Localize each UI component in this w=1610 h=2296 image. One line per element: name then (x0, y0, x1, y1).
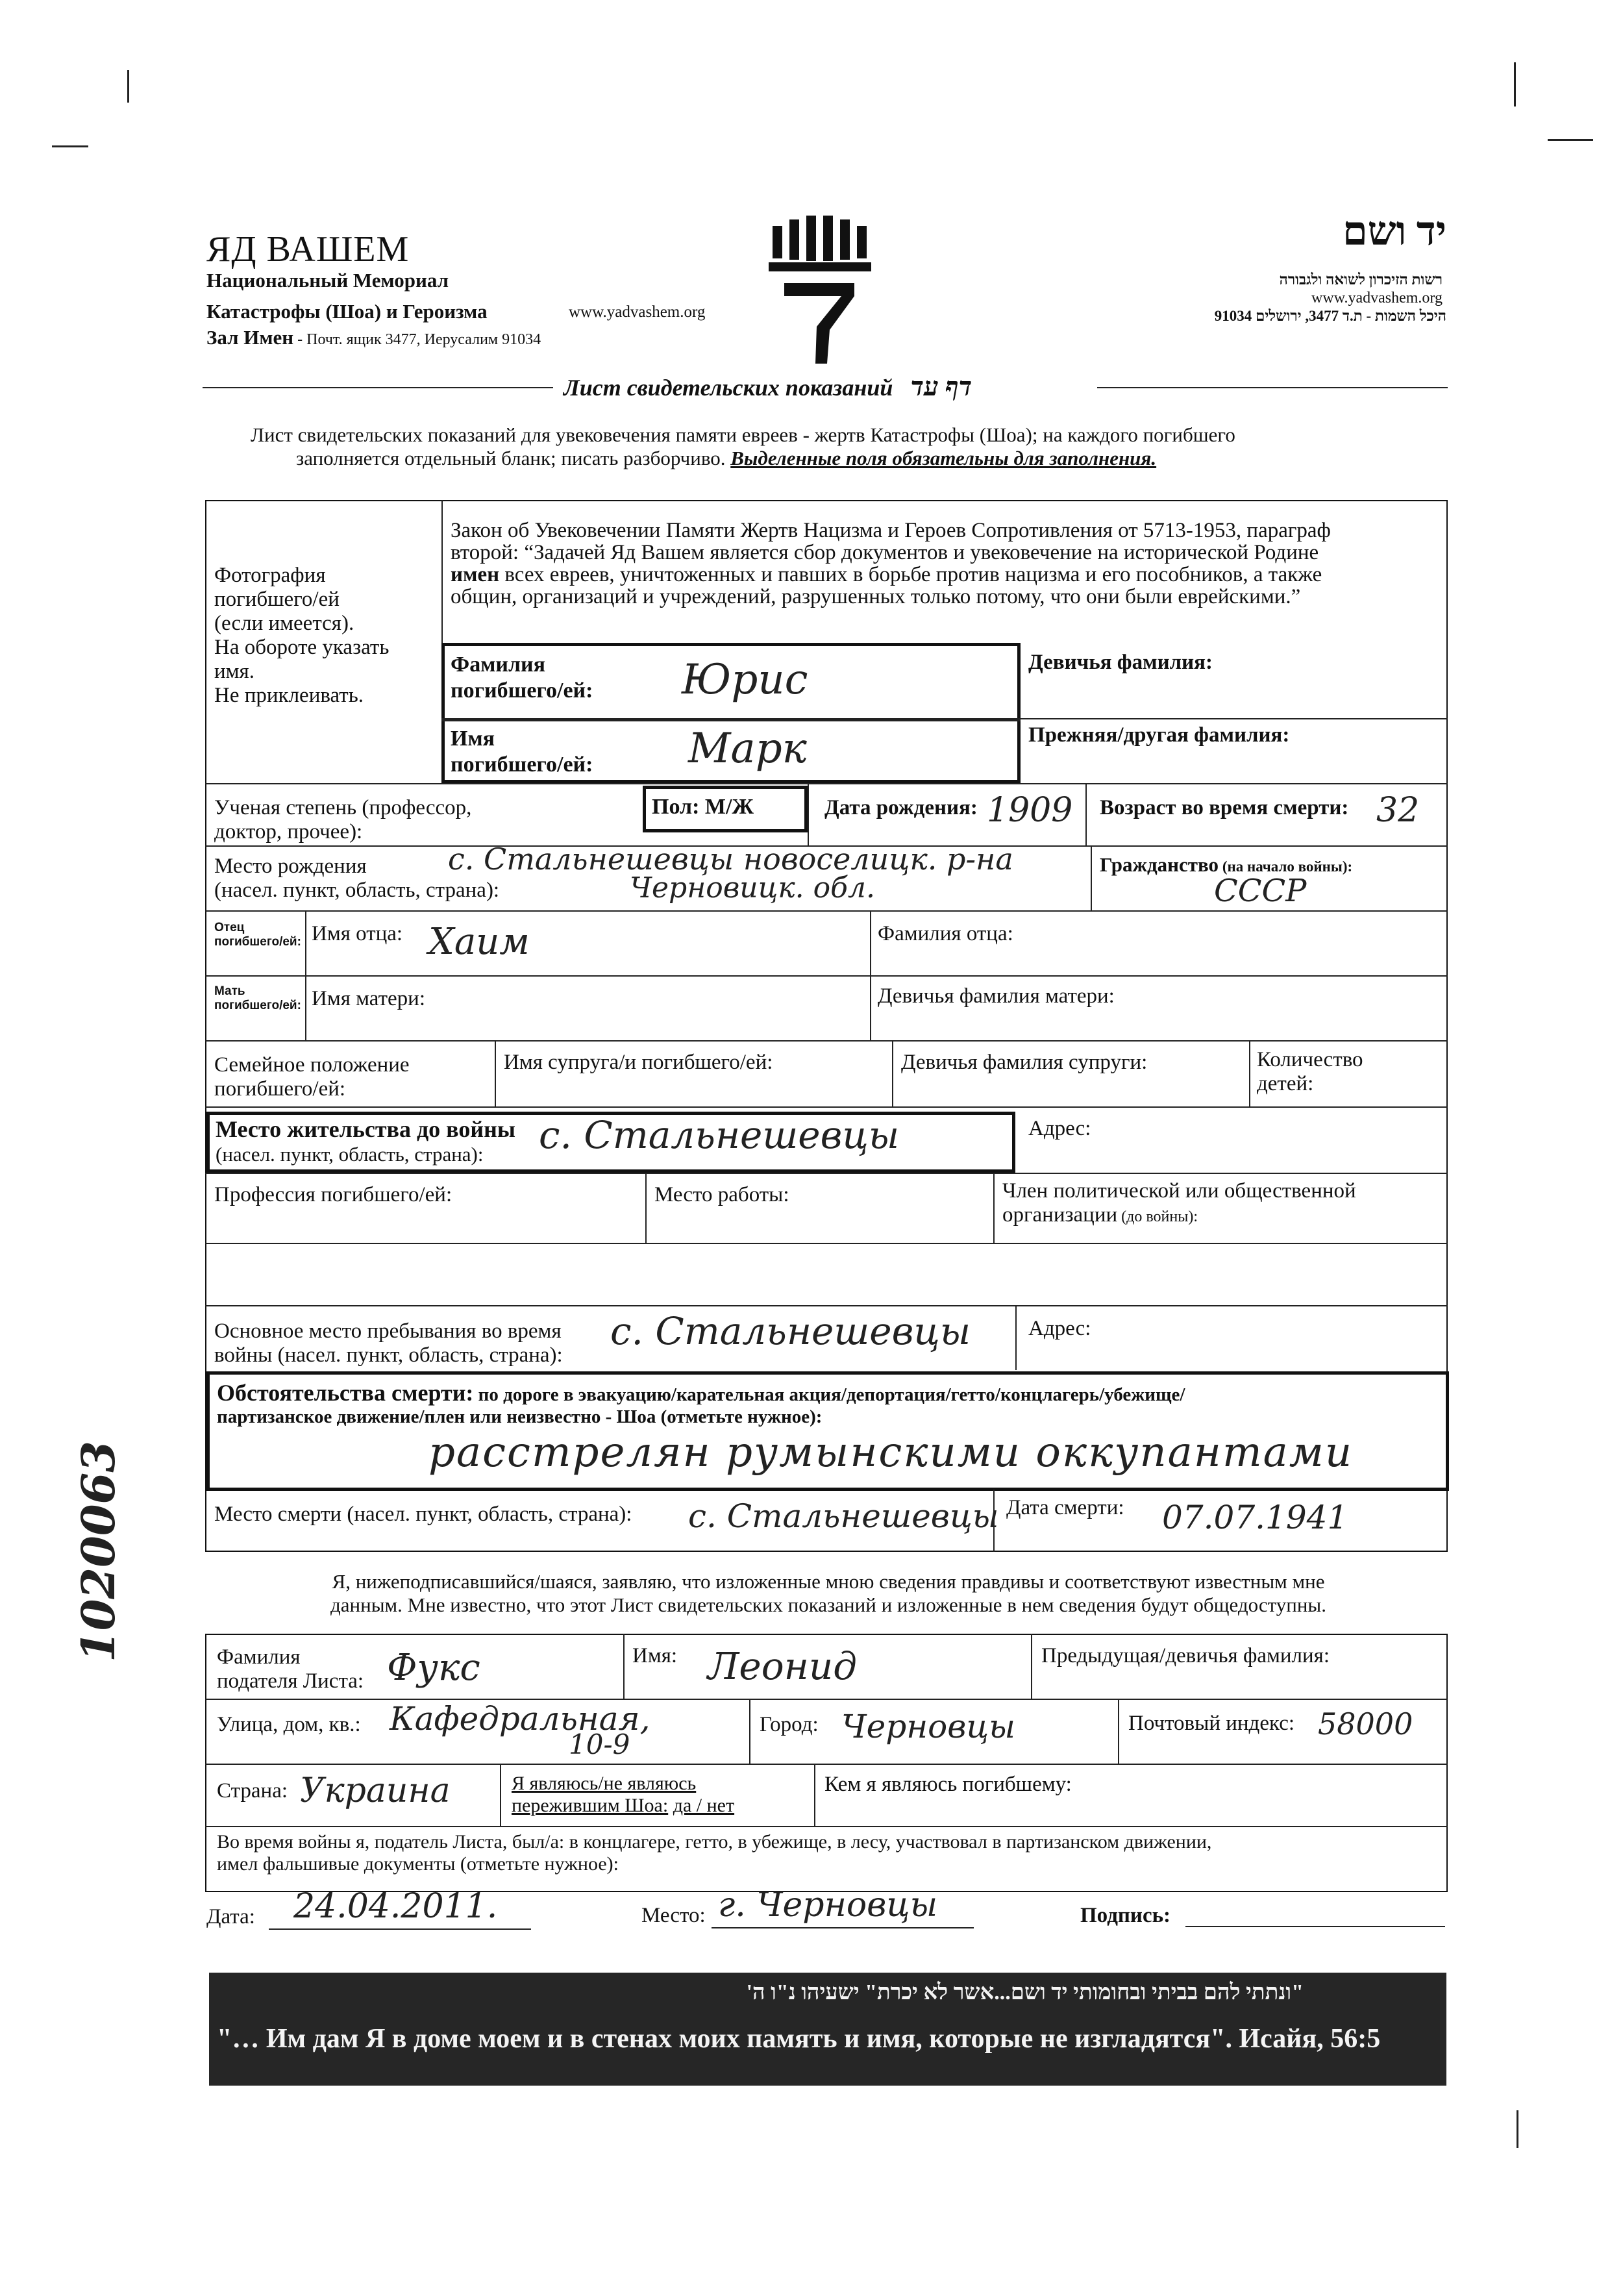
name-value[interactable]: Марк (688, 725, 807, 773)
col-divider (993, 1490, 995, 1552)
photo-note-line: погибшего/ей (214, 588, 340, 611)
law-line (451, 564, 1331, 586)
city-value[interactable]: Черновцы (841, 1708, 1015, 1745)
death-place-value[interactable]: с. Стальнешевцы (688, 1497, 999, 1535)
scan-mark (1517, 2110, 1518, 2148)
col-divider (1091, 845, 1092, 910)
scan-mark (127, 70, 129, 103)
date-value[interactable]: 24.04.2011. (293, 1887, 498, 1926)
col-divider (623, 1634, 625, 1699)
marital-label (214, 1053, 410, 1101)
degree-label-l2: доктор, прочее): (214, 820, 363, 843)
place-value[interactable]: г. Черновцы (718, 1886, 938, 1925)
title-rule-left (203, 387, 553, 388)
footer-quote-band (209, 1973, 1446, 2086)
member-label-l2: организации (1002, 1203, 1118, 1227)
form-title (564, 371, 972, 402)
country-label: Страна: (217, 1779, 288, 1803)
residence-label-l2: (насел. пункт, область, страна): (216, 1143, 484, 1166)
org-line2: Катастрофы (Шоа) и Героизма (206, 300, 488, 323)
zip-label: Почтовый индекс: (1128, 1712, 1295, 1735)
scan-mark (52, 145, 88, 147)
father-surname-label: Фамилия отца: (878, 922, 1013, 945)
spouse-maiden-label: Девичья фамилия супруги: (901, 1051, 1148, 1074)
address-label: Адрес: (1028, 1117, 1091, 1140)
war-status-l2: имел фальшивые документы (отметьте нужное): (217, 1853, 619, 1875)
father-name-label: Имя отца: (312, 922, 403, 945)
submitter-name-label: Имя: (632, 1644, 678, 1667)
col-divider (1085, 783, 1087, 845)
place-line (712, 1927, 974, 1928)
age-label: Возраст во время смерти: (1100, 796, 1349, 819)
declaration-line1: Я, нижеподписавшийся/шаяся, заявляю, что изложенные мною сведения правдивы и соответствуют известным мне (332, 1570, 1325, 1593)
wartime-value[interactable]: с. Стальнешевцы (610, 1309, 971, 1353)
circumstances-line1 (217, 1379, 1185, 1406)
col-divider (500, 1764, 501, 1826)
row-line (205, 975, 1448, 977)
marital-label-l2: погибшего/ей: (214, 1077, 346, 1101)
citizenship-label-text: Гражданство (1100, 853, 1219, 876)
survivor-l1: Я являюсь/не являюсь (512, 1773, 697, 1794)
law-line: Закон об Увековечении Памяти Жертв Нацизма и Героев Сопротивления от 5713-1953, параграф (451, 519, 1331, 542)
marital-label-l1: Семейное положение (214, 1053, 410, 1077)
residence-label-l1: Место жительства до войны (216, 1116, 515, 1142)
form-title-ru: Лист свидетельских показаний (564, 375, 893, 401)
submitter-surname-label (217, 1645, 364, 1693)
children-label-l1: Количество (1257, 1048, 1363, 1071)
surname-label-l1: Фамилия (451, 653, 546, 677)
law-line-rest: всех евреев, уничтоженных и павших в борьбе против нацизма и его пособников, а также (499, 563, 1322, 586)
col-divider (808, 783, 809, 845)
title-rule-right (1097, 387, 1448, 388)
row-line (205, 783, 1448, 784)
law-bold-word: имен (451, 563, 500, 586)
intro-line2 (296, 447, 1156, 470)
degree-label (214, 796, 471, 844)
hall-label: Зал Имен (206, 326, 294, 349)
scan-mark (1514, 62, 1516, 106)
col-divider (645, 1173, 647, 1243)
col-divider (1015, 1305, 1017, 1370)
degree-label-l1: Ученая степень (профессор, (214, 796, 472, 819)
dob-label: Дата рождения: (824, 796, 978, 819)
row-line (205, 910, 1448, 912)
name-label-l1: Имя (451, 727, 495, 751)
photo-note (214, 564, 435, 708)
photo-note-line: На обороте указать (214, 636, 390, 659)
mother-name-label: Имя матери: (312, 987, 425, 1010)
member-label-line2 (1002, 1203, 1356, 1229)
org-line1: Национальный Мемориал (206, 269, 449, 292)
row-line (205, 1826, 1448, 1827)
street-value-1[interactable]: Кафедральная, (390, 1700, 650, 1738)
col-divider (993, 1173, 995, 1243)
street-value-2[interactable]: 10-9 (569, 1728, 630, 1760)
zip-value[interactable]: 58000 (1318, 1706, 1413, 1741)
wartime-label-l1: Основное место пребывания во время (214, 1319, 562, 1343)
form-title-he: דף עד (910, 372, 972, 401)
birthplace-value-1[interactable]: с. Стальнешевцы новоселицк. р-на (448, 842, 1013, 877)
website-ru: www.yadvashem.org (569, 303, 706, 321)
birthplace-value-2[interactable]: Черновицк. обл. (630, 871, 875, 905)
other-surname-label: Прежняя/другая фамилия: (1028, 723, 1290, 747)
name-label (451, 726, 593, 778)
col-divider (892, 1040, 893, 1106)
submitter-surname-l2: подателя Листа: (217, 1669, 364, 1693)
margin-record-number: 1020063 (71, 1441, 125, 1662)
circumstances-value[interactable]: расстрелян румынскими оккупантами (428, 1429, 1354, 1477)
father-side-label: Отец погибшего/ей: (214, 921, 301, 949)
survivor-line2 (512, 1795, 734, 1817)
col-divider (495, 1040, 496, 1106)
col-divider (1249, 1040, 1250, 1106)
website-he: www.yadvashem.org (1311, 290, 1443, 306)
law-text (451, 519, 1331, 608)
law-line: общин, организаций и учреждений, разрушенных только потому, что они были еврейскими.” (451, 585, 1301, 608)
hall-address (206, 326, 541, 349)
children-label-l2: детей: (1257, 1072, 1314, 1095)
right-cell-divider (1021, 718, 1448, 719)
death-date-label: Дата смерти: (1006, 1496, 1124, 1519)
org-name-ru: ЯД ВАШЕМ (206, 229, 410, 269)
photo-note-line: имя. (214, 660, 254, 683)
spouse-name-label: Имя супруга/и погибшего/ей: (504, 1051, 773, 1074)
scan-mark (1548, 139, 1593, 141)
photo-note-line: Не приклеивать. (214, 684, 364, 707)
surname-label (451, 652, 593, 704)
address-ru: - Почт. ящик 3477, Иерусалим 91034 (293, 331, 541, 348)
address2-label: Адрес: (1028, 1317, 1091, 1340)
place-label: Место: (641, 1904, 706, 1927)
death-place-label: Место смерти (насел. пункт, область, страна): (214, 1503, 632, 1526)
circumstances-line2: партизанское движение/плен или неизвестно - Шоа (отметьте нужное): (217, 1406, 823, 1427)
surname-value[interactable]: Юрис (682, 656, 808, 704)
footer-quote-he: "ונתתי להם בביתי ובחומותי יד ושם...אשר לא יכרת" ישעיהו נ"ו ה' (746, 1980, 1304, 2004)
row-line (205, 1040, 1448, 1042)
profession-label: Профессия погибшего/ей: (214, 1183, 452, 1206)
city-label: Город: (760, 1713, 819, 1736)
law-line: второй: “Задачей Яд Вашем является сбор документов и увековечение на исторической Родине (451, 541, 1319, 564)
mother-maiden-label: Девичья фамилия матери: (878, 984, 1115, 1008)
member-label-l1: Член политической или общественной (1002, 1179, 1356, 1203)
war-status (217, 1831, 1211, 1875)
workplace-label: Место работы: (654, 1183, 789, 1206)
name-label-l2: погибшего/ей: (451, 753, 593, 777)
submitter-surname-value[interactable]: Фукс (387, 1647, 480, 1689)
photo-note-line: (если имеется). (214, 612, 354, 635)
col-divider (749, 1699, 750, 1764)
signature-label: Подпись: (1080, 1904, 1171, 1927)
submitter-surname-l1: Фамилия (217, 1645, 301, 1669)
birthplace-label-l1: Место рождения (214, 855, 367, 878)
maiden-label: Девичья фамилия: (1028, 651, 1213, 674)
col-divider (814, 1764, 815, 1826)
dob-value[interactable]: 1909 (987, 791, 1073, 830)
submitter-prev-label: Предыдущая/девичья фамилия: (1041, 1644, 1330, 1667)
submitter-name-value[interactable]: Леонид (708, 1644, 857, 1688)
col-divider (1118, 1699, 1119, 1764)
mother-side-label: Мать погибшего/ей: (214, 984, 301, 1012)
yad-vashem-logo-icon (765, 213, 875, 372)
row-line (205, 1106, 1448, 1108)
intro-line1: Лист свидетельских показаний для увековечения памяти евреев - жертв Катастрофы (Шоа); на каждого погибшего (251, 423, 1235, 446)
date-label: Дата: (206, 1905, 255, 1928)
row-line (205, 1173, 1448, 1174)
death-date-value[interactable]: 07.07.1941 (1162, 1499, 1348, 1536)
age-value[interactable]: 32 (1376, 791, 1420, 830)
survivor-options[interactable]: да / нет (673, 1795, 735, 1816)
circumstances-bold: Обстоятельства смерти: (217, 1380, 474, 1406)
he-line1: רשות הזיכרון לשואה ולגבורה (1279, 271, 1443, 288)
circumstances-label (217, 1379, 1185, 1428)
declaration (218, 1570, 1439, 1617)
survivor-l2: пережившим Шоа: (512, 1795, 669, 1816)
citizenship-value[interactable]: СССР (1214, 873, 1307, 909)
wartime-label (214, 1319, 563, 1367)
residence-label (216, 1116, 515, 1166)
children-label (1257, 1048, 1363, 1096)
relation-label: Кем я являюсь погибшему: (824, 1773, 1072, 1796)
father-name-value[interactable]: Хаим (428, 921, 530, 963)
intro-line2-text: заполняется отдельный бланк; писать разборчиво. (296, 447, 731, 469)
date-line (269, 1928, 531, 1930)
footer-quote-ru: "… Им дам Я в доме моем и в стенах моих память и имя, которые не изгладятся". Исайя, 56:5 (217, 2024, 1381, 2054)
war-status-l1: Во время войны я, податель Листа, был/а: в концлагере, гетто, в убежище, в лесу, участвовал в партизанском движении, (217, 1831, 1212, 1853)
sex-field[interactable]: Пол: М/Ж (652, 795, 754, 819)
wartime-label-l2: войны (насел. пункт, область, страна): (214, 1343, 563, 1367)
country-value[interactable]: Украина (300, 1771, 451, 1810)
signature-line (1185, 1926, 1445, 1927)
he-address: היכל השמות - ת.ד 3477, ירושלים 91034 (1214, 308, 1446, 324)
member-note: (до войны): (1117, 1208, 1198, 1225)
circumstances-options: по дороге в эвакуацию/карательная акция/депортация/гетто/концлагерь/убежище/ (473, 1384, 1185, 1405)
survivor-field (512, 1773, 734, 1817)
citizenship-note: (на начало войны): (1219, 858, 1353, 875)
row-line (205, 1764, 1448, 1765)
col-divider (1031, 1634, 1032, 1699)
surname-divider (441, 718, 1021, 721)
org-name-he: יד ושם (1342, 210, 1446, 254)
declaration-line2: данным. Мне известно, что этот Лист свидетельских показаний и изложенные в нем сведения будут общедоступны. (330, 1593, 1327, 1616)
birthplace-label-l2: (насел. пункт, область, страна): (214, 879, 500, 902)
member-label (1002, 1179, 1356, 1229)
photo-note-line: Фотография (214, 564, 326, 587)
street-label: Улица, дом, кв.: (217, 1713, 361, 1736)
row-line (205, 1243, 1448, 1244)
surname-label-l2: погибшего/ей: (451, 679, 593, 703)
residence-value[interactable]: с. Стальнешевцы (539, 1113, 900, 1157)
row-line (205, 1305, 1448, 1306)
required-note: Выделенные поля обязательны для заполнения. (730, 447, 1157, 469)
